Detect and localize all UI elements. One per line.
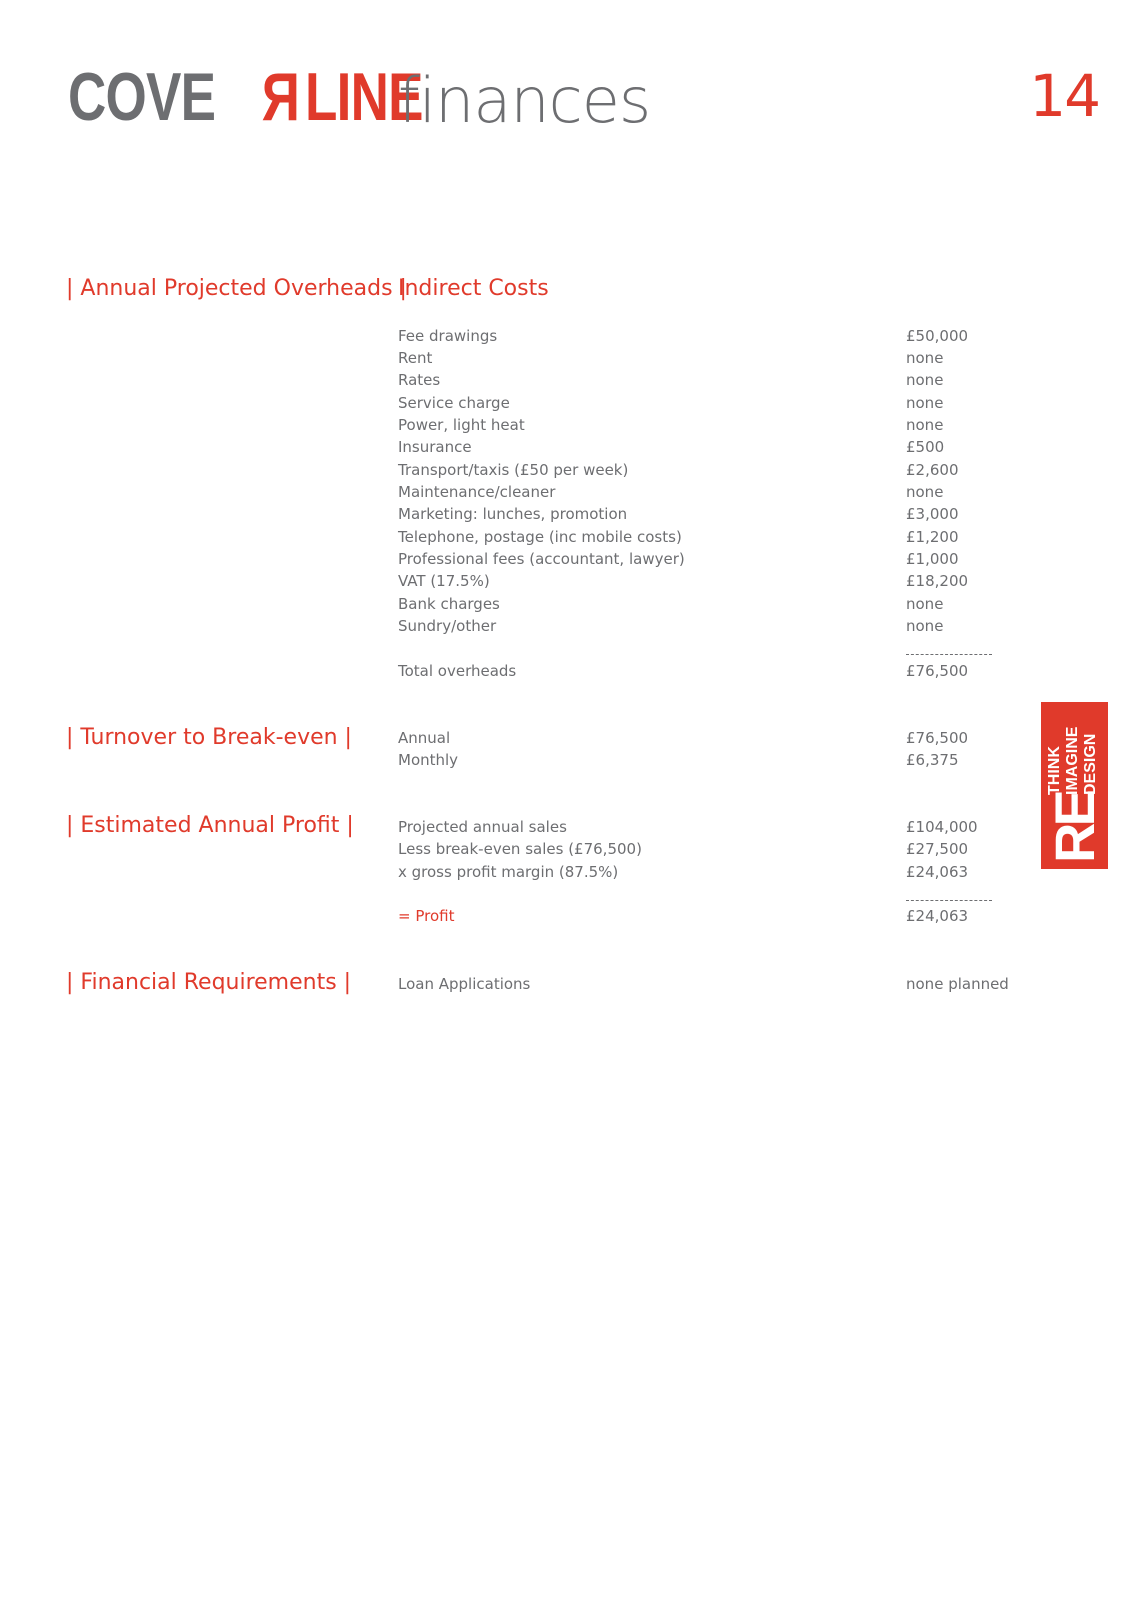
section-title-overheads: | Annual Projected Overheads | [66,276,407,301]
item-label: Insurance [398,438,472,456]
list-item [398,416,1018,438]
item-label: Bank charges [398,595,500,613]
list-item [398,863,1018,885]
list-item [398,729,1018,751]
list-item [398,505,1018,527]
total-label: Total overheads [398,662,517,680]
list-item [398,550,1018,572]
logo-part-line: LINE [304,59,423,135]
list-item [398,975,1018,997]
item-label: Less break-even sales (£76,500) [398,840,642,858]
total-value: £76,500 [906,662,969,680]
item-value: £1,000 [906,550,959,568]
logo-part-cove: COVE [68,59,216,135]
subtitle-indirect-costs: Indirect Costs [398,276,549,301]
item-label: Rates [398,371,441,389]
item-label: Power, light heat [398,416,525,434]
item-value: £104,000 [906,818,978,836]
list-item [398,751,1018,773]
item-value: £2,600 [906,461,959,479]
item-value: £18,200 [906,572,969,590]
list-item [398,595,1018,617]
item-label: Annual [398,729,451,747]
list-item [398,327,1018,349]
brand-badge-content [1041,702,1108,869]
profit-divider [906,900,992,901]
badge-word-think: THINK [1046,746,1063,795]
list-item [398,572,1018,594]
total-row [398,662,1018,684]
list-item [398,394,1018,416]
section-title-financial: | Financial Requirements | [66,970,352,995]
item-label: Marketing: lunches, promotion [398,505,628,523]
section-title-profit: | Estimated Annual Profit | [66,813,354,838]
item-value: none [906,349,944,367]
item-value: none [906,371,944,389]
item-value: none planned [906,975,1009,993]
brand-badge [1041,702,1108,869]
item-value: £76,500 [906,729,969,747]
item-value: none [906,416,944,434]
item-value: none [906,483,944,501]
item-label: Professional fees (accountant, lawyer) [398,550,685,568]
item-label: Transport/taxis (£50 per week) [398,461,629,479]
total-divider [906,654,992,655]
logo [68,58,423,138]
profit-label: = Profit [398,907,455,925]
page-title: finances [398,64,651,137]
item-value: £500 [906,438,945,456]
brand-badge-words [1046,727,1100,795]
page-number: 14 [1029,62,1099,130]
item-label: Fee drawings [398,327,498,345]
item-label: Sundry/other [398,617,497,635]
item-label: Projected annual sales [398,818,567,836]
list-item [398,483,1018,505]
item-label: Rent [398,349,433,367]
brand-badge-mark: RE [1043,793,1106,863]
list-item [398,818,1018,840]
item-label: Service charge [398,394,510,412]
item-label: Loan Applications [398,975,531,993]
item-value: £3,000 [906,505,959,523]
item-value: none [906,394,944,412]
list-item [398,617,1018,639]
item-label: Maintenance/cleaner [398,483,556,501]
badge-word-design: DESIGN [1082,733,1099,795]
section-title-breakeven: | Turnover to Break-even | [66,725,352,750]
item-label: Telephone, postage (inc mobile costs) [398,528,682,546]
item-value: none [906,617,944,635]
list-item [398,349,1018,371]
profit-value: £24,063 [906,907,969,925]
badge-word-imagine: IMAGINE [1064,726,1081,795]
list-item [398,371,1018,393]
list-item [398,438,1018,460]
item-value: £6,375 [906,751,959,769]
profit-row [398,907,1018,929]
item-label: Monthly [398,751,459,769]
item-label: x gross profit margin (87.5%) [398,863,619,881]
list-item [398,461,1018,483]
item-value: £24,063 [906,863,969,881]
logo-part-r: R [262,59,300,135]
item-value: £27,500 [906,840,969,858]
list-item [398,840,1018,862]
item-value: £1,200 [906,528,959,546]
item-label: VAT (17.5%) [398,572,490,590]
list-item [398,528,1018,550]
item-value: none [906,595,944,613]
logo-wordmark [68,58,423,136]
item-value: £50,000 [906,327,969,345]
